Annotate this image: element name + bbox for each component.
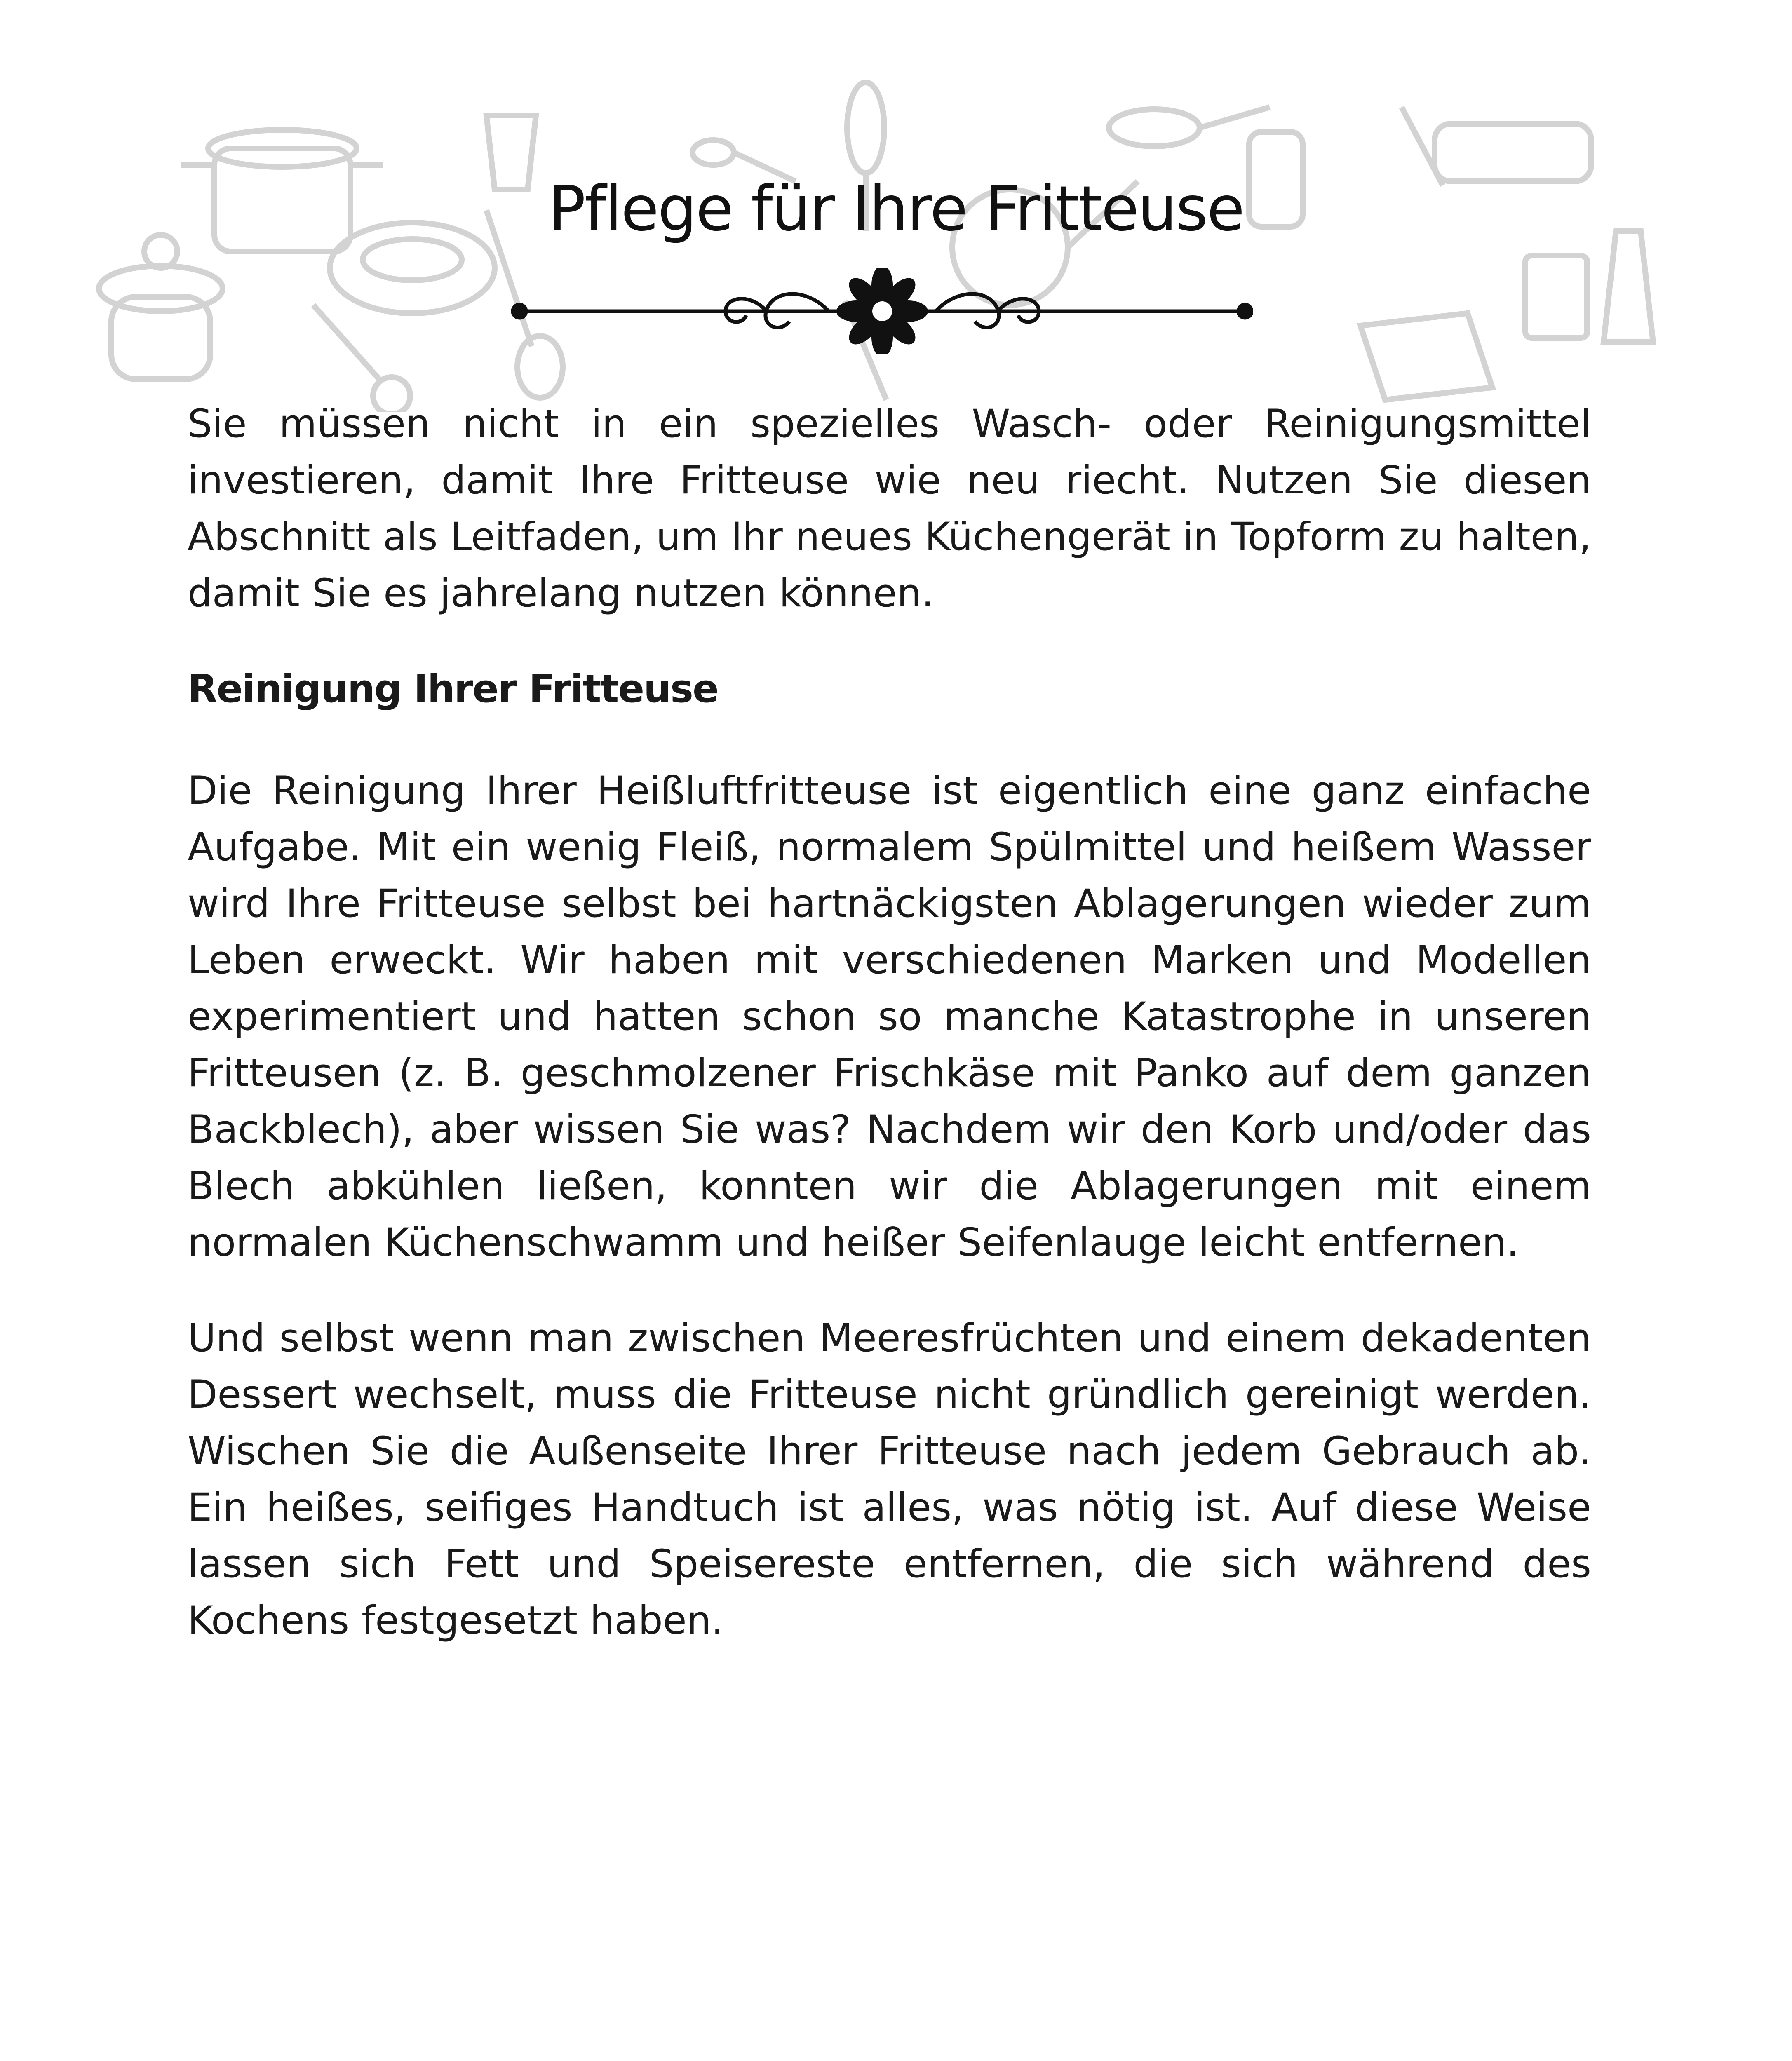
intro-paragraph: Sie müssen nicht in ein spezielles Wasch- oder Reinigungsmittel investieren, damit Ihre Fritteuse wie neu riecht. Nutzen Sie diesen Abschnitt als Leitfaden, um Ihr neues Küchengerät in Topform zu halten, damit Sie es jahrelang nutzen können. bbox=[188, 401, 1591, 616]
body-paragraph-1: Die Reinigung Ihrer Heißluftfritteuse ist eigentlich eine ganz einfache Aufgabe. Mit ein wenig Fleiß, normalem Spülmittel und heißem Wasser wird Ihre Fritteuse selbst bei hartnäckigsten Ablagerungen wieder zum Leben erweckt. Wir haben mit verschiedenen Marken und Modellen experimentiert und hatten schon so manche Katastrophe in unseren Fritteusen (z. B. geschmolzener Frischkäse mit Panko auf dem ganzen Backblech), aber wissen Sie was? Nachdem wir den Korb und/oder das Blech abkühlen ließen, konnten wir die Ablagerungen mit einem normalen Küchenschwamm und heißer Seifenlauge leicht entfernen. bbox=[188, 768, 1591, 1265]
frying-pan-icon bbox=[1109, 107, 1270, 146]
body-paragraph-2: Und selbst wenn man zwischen Meeresfrüchten und einem dekadenten Dessert wechselt, muss die Fritteuse nicht gründlich gereinigt werden. Wischen Sie die Außenseite Ihrer Fritteuse nach jedem Gebrauch ab. Ein heißes, seifiges Handtuch ist alles, was nötig ist. Auf diese Weise lassen sich Fett und Speisereste entfernen, die sich während des Kochens festgesetzt haben. bbox=[188, 1316, 1591, 1643]
section-heading: Reinigung Ihrer Fritteuse bbox=[188, 667, 718, 711]
cloth-icon bbox=[1360, 313, 1492, 400]
document-body bbox=[188, 396, 1591, 1688]
grater-icon bbox=[1604, 231, 1653, 342]
flourish-divider bbox=[511, 268, 1253, 354]
cake-pan-icon bbox=[1435, 124, 1591, 181]
lidded-pot-icon bbox=[99, 235, 223, 379]
page-title: Pflege für Ihre Fritteuse bbox=[548, 173, 1244, 245]
flower-icon bbox=[836, 268, 928, 354]
calculator-icon bbox=[1525, 256, 1587, 338]
